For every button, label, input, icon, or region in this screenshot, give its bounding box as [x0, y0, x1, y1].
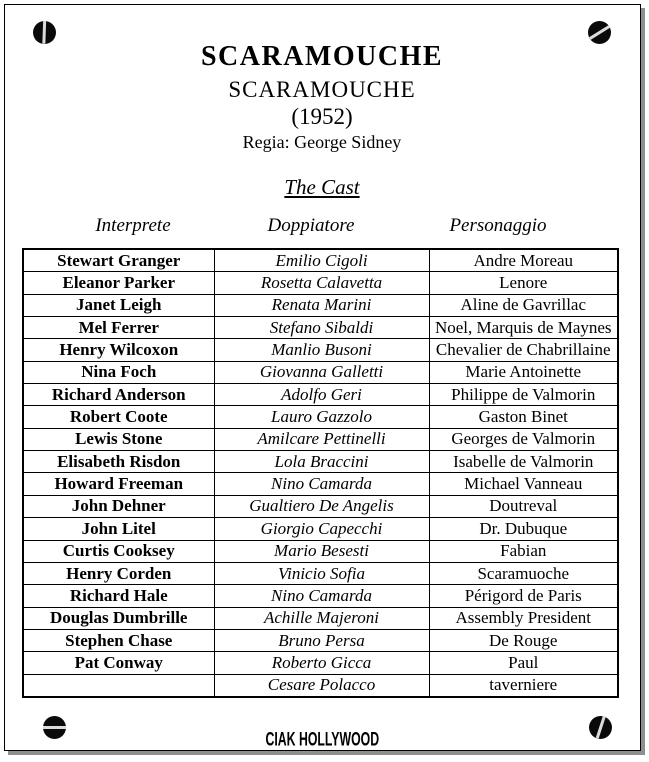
personaggio-cell: Michael Vanneau	[429, 473, 618, 495]
table-row	[23, 361, 618, 383]
personaggio-cell: Gaston Binet	[429, 406, 618, 428]
doppiatore-cell: Giovanna Galletti	[214, 361, 429, 383]
interprete-cell: Mel Ferrer	[23, 317, 214, 339]
table-row	[23, 249, 618, 272]
personaggio-cell: Assembly President	[429, 607, 618, 629]
personaggio-cell: Noel, Marquis de Maynes	[429, 317, 618, 339]
interprete-cell: Douglas Dumbrille	[23, 607, 214, 629]
interprete-cell: John Dehner	[23, 495, 214, 517]
personaggio-cell: Chevalier de Chabrillaine	[429, 339, 618, 361]
interprete-cell: Richard Anderson	[23, 384, 214, 406]
table-row	[23, 451, 618, 473]
personaggio-cell: Georges de Valmorin	[429, 428, 618, 450]
doppiatore-cell: Manlio Busoni	[214, 339, 429, 361]
screw-slot	[43, 726, 66, 729]
personaggio-cell: Paul	[429, 652, 618, 674]
personaggio-cell: Lenore	[429, 272, 618, 294]
doppiatore-cell: Lauro Gazzolo	[214, 406, 429, 428]
director-line: Regia: George Sidney	[242, 132, 402, 152]
table-row	[23, 317, 618, 339]
interprete-cell: Stewart Granger	[23, 249, 214, 272]
doppiatore-cell: Roberto Gicca	[214, 652, 429, 674]
personaggio-cell: Aline de Gavrillac	[429, 294, 618, 316]
interprete-cell: John Litel	[23, 518, 214, 540]
column-header-doppiatore: Doppiatore	[267, 215, 355, 236]
doppiatore-cell: Stefano Sibaldi	[214, 317, 429, 339]
doppiatore-cell: Nino Camarda	[214, 473, 429, 495]
doppiatore-cell: Giorgio Capecchi	[214, 518, 429, 540]
table-row	[23, 540, 618, 562]
table-row	[23, 495, 618, 517]
doppiatore-cell: Amilcare Pettinelli	[214, 428, 429, 450]
personaggio-cell: De Rouge	[429, 629, 618, 651]
doppiatore-cell: Emilio Cigoli	[214, 249, 429, 272]
doppiatore-cell: Achille Majeroni	[214, 607, 429, 629]
interprete-cell: Eleanor Parker	[23, 272, 214, 294]
doppiatore-cell: Rosetta Calavetta	[214, 272, 429, 294]
interprete-cell: Robert Coote	[23, 406, 214, 428]
personaggio-cell: Périgord de Paris	[429, 585, 618, 607]
interprete-cell: Howard Freeman	[23, 473, 214, 495]
personaggio-cell: Andre Moreau	[429, 249, 618, 272]
interprete-cell: Curtis Cooksey	[23, 540, 214, 562]
cast-table	[22, 248, 619, 698]
screw-slot	[589, 25, 610, 39]
personaggio-cell: Marie Antoinette	[429, 361, 618, 383]
personaggio-cell: Dr. Dubuque	[429, 518, 618, 540]
doppiatore-cell: Vinicio Sofia	[214, 562, 429, 584]
personaggio-cell: Fabian	[429, 540, 618, 562]
interprete-cell: Janet Leigh	[23, 294, 214, 316]
table-row	[23, 629, 618, 651]
table-row	[23, 473, 618, 495]
column-header-interprete: Interprete	[95, 215, 171, 236]
table-row	[23, 674, 618, 697]
table-row	[23, 294, 618, 316]
movie-original-title: SCARAMOUCHE	[228, 77, 416, 102]
column-header-personaggio: Personaggio	[449, 215, 547, 236]
doppiatore-cell: Renata Marini	[214, 294, 429, 316]
table-row	[23, 562, 618, 584]
interprete-cell: Henry Corden	[23, 562, 214, 584]
table-row	[23, 518, 618, 540]
interprete-cell: Stephen Chase	[23, 629, 214, 651]
interprete-cell: Lewis Stone	[23, 428, 214, 450]
personaggio-cell: Doutreval	[429, 495, 618, 517]
movie-year: (1952)	[291, 104, 353, 129]
doppiatore-cell: Adolfo Geri	[214, 384, 429, 406]
interprete-cell: Nina Foch	[23, 361, 214, 383]
table-row	[23, 339, 618, 361]
interprete-cell: Pat Conway	[23, 652, 214, 674]
table-row	[23, 272, 618, 294]
doppiatore-cell: Lola Braccini	[214, 451, 429, 473]
ciak-hollywood-logo: CIAK HOLLYWOOD	[265, 728, 379, 751]
doppiatore-cell: Nino Camarda	[214, 585, 429, 607]
doppiatore-cell: Bruno Persa	[214, 629, 429, 651]
interprete-cell: Richard Hale	[23, 585, 214, 607]
personaggio-cell: Isabelle de Valmorin	[429, 451, 618, 473]
table-row	[23, 428, 618, 450]
doppiatore-cell: Gualtiero De Angelis	[214, 495, 429, 517]
personaggio-cell: taverniere	[429, 674, 618, 697]
cast-section-heading: The Cast	[284, 175, 360, 199]
interprete-cell: Elisabeth Risdon	[23, 451, 214, 473]
table-row	[23, 652, 618, 674]
doppiatore-cell: Cesare Polacco	[214, 674, 429, 697]
table-row	[23, 384, 618, 406]
personaggio-cell: Philippe de Valmorin	[429, 384, 618, 406]
doppiatore-cell: Mario Besesti	[214, 540, 429, 562]
movie-title: SCARAMOUCHE	[200, 41, 444, 72]
table-row	[23, 585, 618, 607]
interprete-cell	[23, 674, 214, 697]
cast-table-body	[23, 249, 618, 697]
personaggio-cell: Scaramuoche	[429, 562, 618, 584]
table-row	[23, 607, 618, 629]
table-row	[23, 406, 618, 428]
interprete-cell: Henry Wilcoxon	[23, 339, 214, 361]
